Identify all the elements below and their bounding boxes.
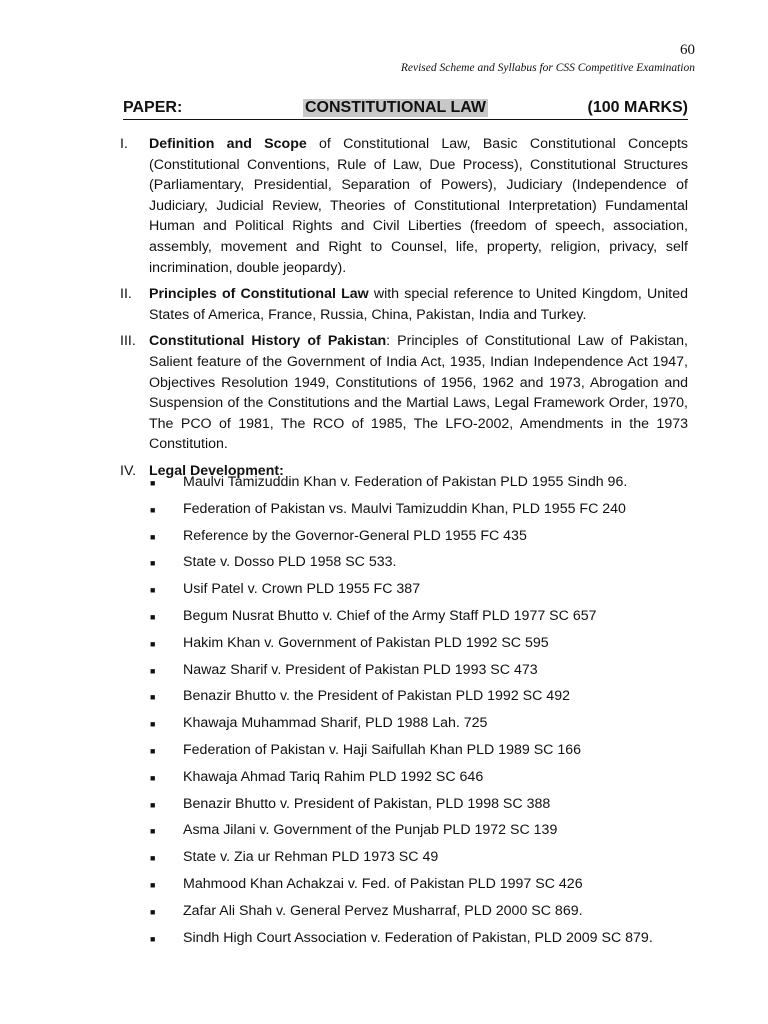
bullet-icon: ■ — [150, 799, 156, 810]
case-text: Khawaja Muhammad Sharif, PLD 1988 Lah. 725 — [183, 715, 488, 732]
case-item — [150, 635, 653, 662]
bullet-icon: ■ — [150, 531, 156, 542]
bullet-icon: ■ — [150, 665, 156, 676]
bullet-icon: ■ — [150, 772, 156, 783]
section-text: with special reference to United Kingdom, United States of America, France, Russia, China, Pakistan, India and Turkey. — [149, 286, 688, 323]
bullet-icon: ■ — [150, 826, 156, 837]
paper-label: PAPER: — [123, 99, 183, 116]
case-text: State v. Dosso PLD 1958 SC 533. — [183, 554, 397, 571]
bullet-icon: ■ — [150, 638, 156, 649]
section-body — [149, 331, 688, 455]
case-text: Federation of Pakistan vs. Maulvi Tamizuddin Khan, PLD 1955 FC 240 — [183, 500, 626, 517]
case-text: Reference by the Governor-General PLD 1955 FC 435 — [183, 527, 527, 544]
case-item — [150, 474, 653, 501]
bullet-icon: ■ — [150, 719, 156, 730]
case-text: Hakim Khan v. Government of Pakistan PLD 1992 SC 595 — [183, 634, 549, 651]
case-list — [150, 474, 653, 956]
case-item — [150, 903, 653, 930]
section-text: of Constitutional Law, Basic Constitutional Concepts (Constitutional Conventions, Rule of Law, Due Process), Constitutional Structures (Parliamentary, Presidential, Separation of Powers), Judiciary (Independence of Judiciary, Judicial Review, Theories of Constitutional Interpretation) Fundamental Human and Political Rights and Civil Liberties (freedom of speech, association, assembly, movement and Right to Counsel, life, property, religion, privacy, self incrimination, double jeopardy). — [149, 136, 688, 276]
section-body — [149, 134, 688, 278]
bullet-icon: ■ — [150, 933, 156, 944]
section-text: : Principles of Constitutional Law of Pakistan, Salient feature of the Government of India Act, 1935, Indian Independence Act 1947, Objectives Resolution 1949, Constitutions of 1956, 1962 and 1973, Abrogation and Suspension of the Constitutions and the Martial Laws, Legal Framework Order, 1970, The PCO of 1981, The RCO of 1985, The LFO-2002, Amendments in the 1973 Constitution. — [149, 333, 688, 453]
bullet-icon: ■ — [150, 478, 156, 488]
case-item — [150, 930, 653, 957]
case-item — [150, 688, 653, 715]
case-item — [150, 554, 653, 581]
bullet-icon: ■ — [150, 906, 156, 917]
section-numeral: I. — [120, 136, 128, 152]
bullet-icon: ■ — [150, 558, 156, 569]
case-item — [150, 742, 653, 769]
bullet-icon: ■ — [150, 879, 156, 890]
paper-marks: (100 MARKS) — [587, 99, 688, 116]
section-heading: Definition and Scope — [149, 136, 307, 152]
case-text: Mahmood Khan Achakzai v. Fed. of Pakistan PLD 1997 SC 426 — [183, 875, 583, 892]
section-heading: Principles of Constitutional Law — [149, 286, 369, 303]
case-item — [150, 662, 653, 689]
case-text: Usif Patel v. Crown PLD 1955 FC 387 — [183, 581, 421, 598]
case-text: Nawaz Sharif v. President of Pakistan PLD 1993 SC 473 — [183, 661, 538, 678]
case-text: Zafar Ali Shah v. General Pervez Musharraf, PLD 2000 SC 869. — [183, 902, 583, 919]
case-text: Khawaja Ahmad Tariq Rahim PLD 1992 SC 646 — [183, 768, 484, 785]
section-heading: Legal Development: — [149, 462, 284, 479]
case-item — [150, 822, 653, 849]
bullet-icon: ■ — [150, 745, 156, 756]
paper-title-line — [123, 97, 688, 120]
section-heading: Constitutional History of Pakistan — [149, 333, 387, 350]
syllabus-sections — [100, 134, 688, 488]
bullet-icon: ■ — [150, 853, 156, 864]
case-text: Maulvi Tamizuddin Khan v. Federation of Pakistan PLD 1955 Sindh 96. — [183, 474, 628, 490]
bullet-icon: ■ — [150, 585, 156, 596]
page-number: 60 — [680, 42, 695, 58]
case-text: Benazir Bhutto v. President of Pakistan, PLD 1998 SC 388 — [183, 795, 551, 812]
case-text: Asma Jilani v. Government of the Punjab PLD 1972 SC 139 — [183, 822, 558, 839]
case-item — [150, 796, 653, 823]
section-2 — [100, 284, 688, 325]
case-text: State v. Zia ur Rehman PLD 1973 SC 49 — [183, 849, 439, 866]
case-item — [150, 715, 653, 742]
case-text: Federation of Pakistan v. Haji Saifullah Khan PLD 1989 SC 166 — [183, 741, 582, 758]
section-numeral: III. — [120, 333, 136, 350]
running-header: Revised Scheme and Syllabus for CSS Competitive Examination — [400, 62, 695, 74]
case-item — [150, 581, 653, 608]
case-item — [150, 501, 653, 528]
case-text: Begum Nusrat Bhutto v. Chief of the Army Staff PLD 1977 SC 657 — [183, 607, 597, 624]
case-item — [150, 608, 653, 635]
section-body — [149, 284, 688, 325]
bullet-icon: ■ — [150, 504, 156, 515]
bullet-icon: ■ — [150, 611, 156, 622]
section-numeral: II. — [120, 286, 132, 303]
paper-subject: CONSTITUTIONAL LAW — [305, 99, 487, 116]
bullet-icon: ■ — [150, 692, 156, 703]
case-text: Sindh High Court Association v. Federation of Pakistan, PLD 2009 SC 879. — [183, 929, 653, 946]
section-numeral: IV. — [120, 462, 137, 479]
case-item — [150, 849, 653, 876]
section-3 — [100, 331, 688, 455]
case-item — [150, 876, 653, 903]
case-text: Benazir Bhutto v. the President of Pakistan PLD 1992 SC 492 — [183, 688, 570, 705]
case-item — [150, 769, 653, 796]
case-item — [150, 528, 653, 555]
section-1 — [100, 134, 688, 278]
